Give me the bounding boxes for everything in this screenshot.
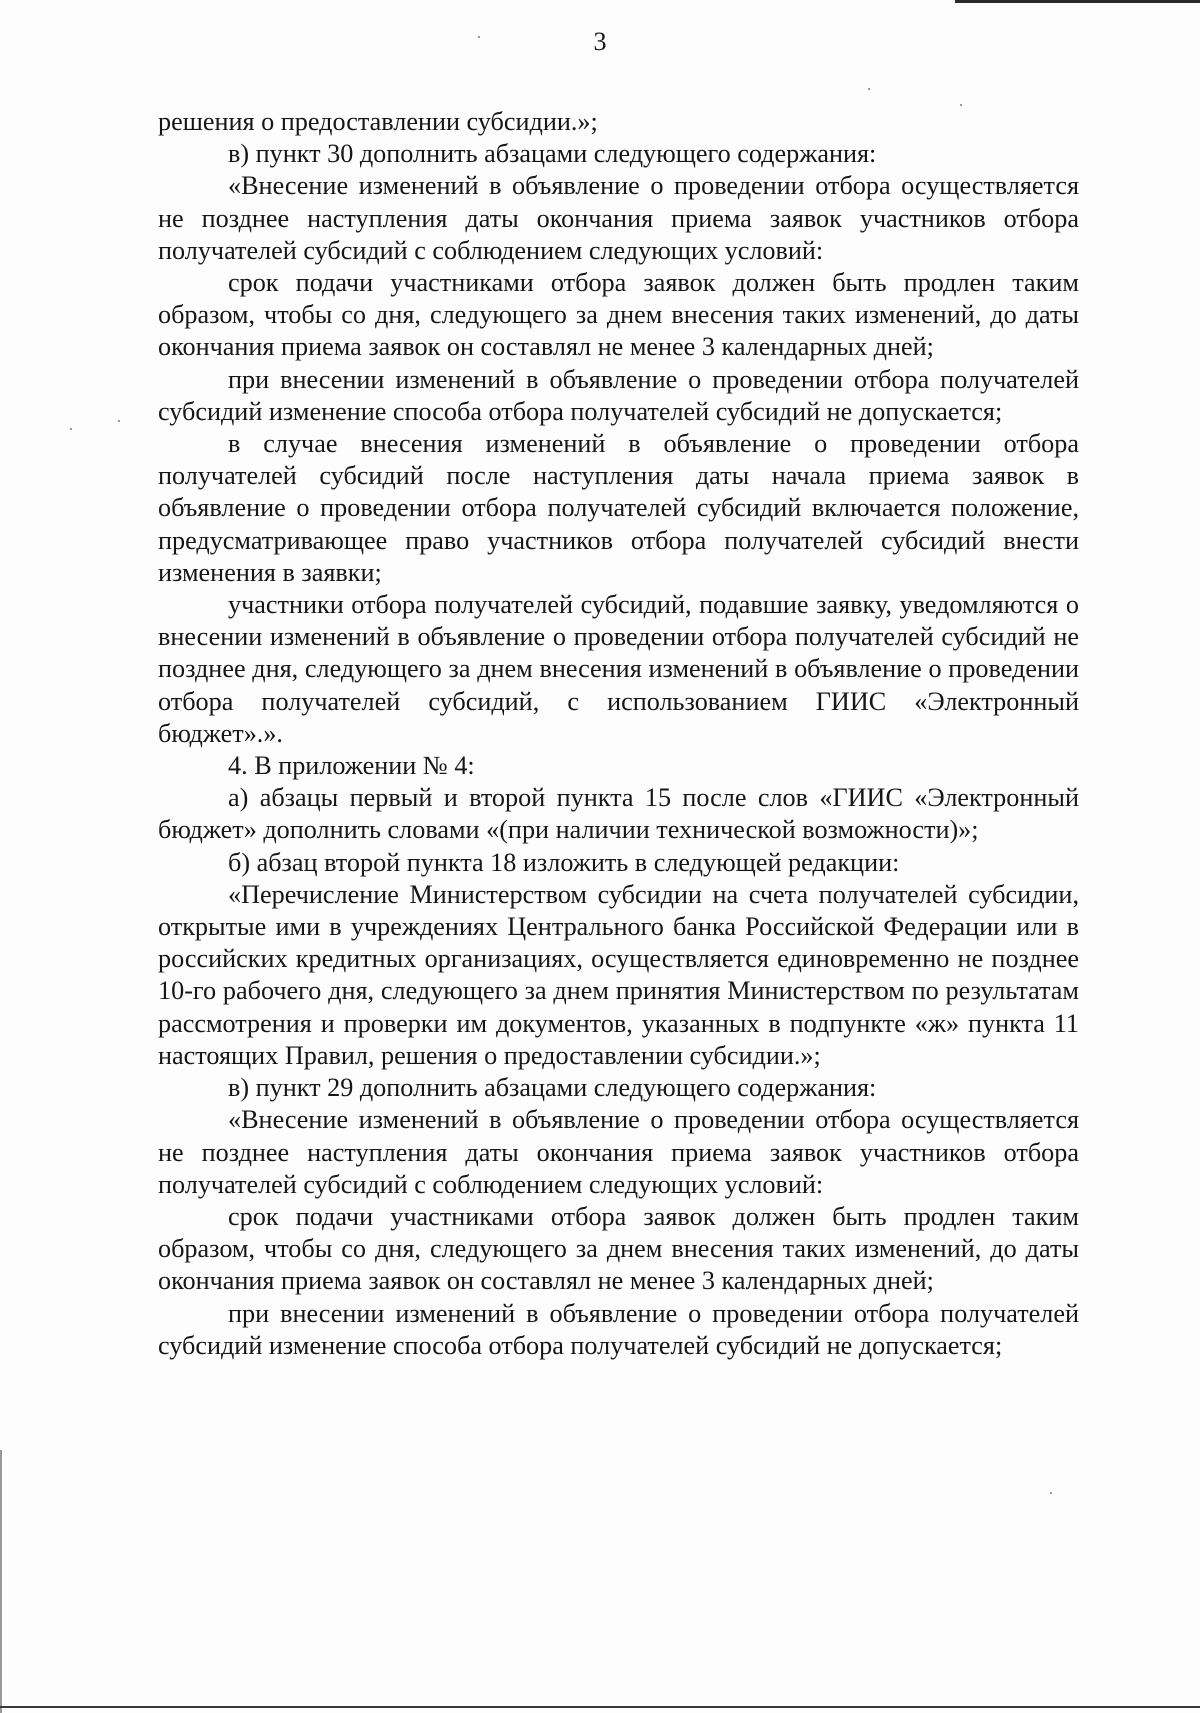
paragraph: а) абзацы первый и второй пункта 15 после слов «ГИИС «Электронный бюджет» дополнить словами «(при наличии технической возможности)»; <box>158 783 1079 845</box>
paragraph: срок подачи участниками отбора заявок должен быть продлен таким образом, чтобы со дня, следующего за днем внесения таких изменений, до даты окончания приема заявок он составлял не менее 3 календарных дней; <box>158 1201 1079 1296</box>
paragraph: б) абзац второй пункта 18 изложить в следующей редакции: <box>228 847 900 877</box>
paragraph: срок подачи участниками отбора заявок должен быть продлен таким образом, чтобы со дня, следующего за днем внесения таких изменений, до даты окончания приема заявок он составлял не менее 3 календарных дней; <box>158 268 1079 362</box>
scan-speck <box>118 420 120 422</box>
page-number: 3 <box>593 27 607 56</box>
paragraph: участники отбора получателей субсидий, подавшие заявку, уведомляются о внесении изменений в объявление о проведении отбора получателей субсидий не позднее дня, следующего за днем внесения изменений в объявление о проведении отбора получателей субсидий, с использованием ГИИС «Электронный бюджет».». <box>158 590 1079 748</box>
scan-edge-top <box>955 0 1200 3</box>
document-body <box>158 106 1079 1362</box>
paragraph: «Перечисление Министерством субсидии на счета получателей субсидии, открытые ими в учреждениях Центрального банка Российской Федерации или в российских кредитных организациях, осуществляется единовременно не позднее 10-го рабочего дня, следующего за днем принятия Министерством по результатам рассмотрения и проверки им документов, указанных в подпункте «ж» пункта 11 настоящих Правил, решения о предоставлении субсидии.»; <box>158 879 1079 1070</box>
scan-speck <box>1050 1492 1052 1494</box>
paragraph: при внесении изменений в объявление о проведении отбора получателей субсидий изменение способа отбора получателей субсидий не допускается; <box>158 1298 1079 1360</box>
paragraph: «Внесение изменений в объявление о проведении отбора осуществляется не позднее наступления даты окончания приема заявок участников отбора получателей субсидий с соблюдением следующих условий: <box>158 1105 1079 1199</box>
scan-edge-left <box>0 1450 2 1713</box>
paragraph: в) пункт 29 дополнить абзацами следующего содержания: <box>228 1073 877 1103</box>
scan-edge-bottom <box>0 1706 1200 1708</box>
paragraph: решения о предоставлении субсидии.»; <box>158 107 598 136</box>
section-heading: 4. В приложении № 4: <box>228 751 475 781</box>
scan-speck <box>868 88 870 90</box>
paragraph: «Внесение изменений в объявление о проведении отбора осуществляется не позднее наступления даты окончания приема заявок участников отбора получателей субсидий с соблюдением следующих условий: <box>158 171 1079 265</box>
paragraph: в) пункт 30 дополнить абзацами следующего содержания: <box>228 139 877 169</box>
scan-speck <box>70 428 72 430</box>
paragraph: в случае внесения изменений в объявление о проведении отбора получателей субсидий после наступления даты начала приема заявок в объявление о проведении отбора получателей субсидий включается положение, предусматривающее право участников отбора получателей субсидий внести изменения в заявки; <box>158 429 1079 587</box>
paragraph: при внесении изменений в объявление о проведении отбора получателей субсидий изменение способа отбора получателей субсидий не допускается; <box>158 364 1079 426</box>
